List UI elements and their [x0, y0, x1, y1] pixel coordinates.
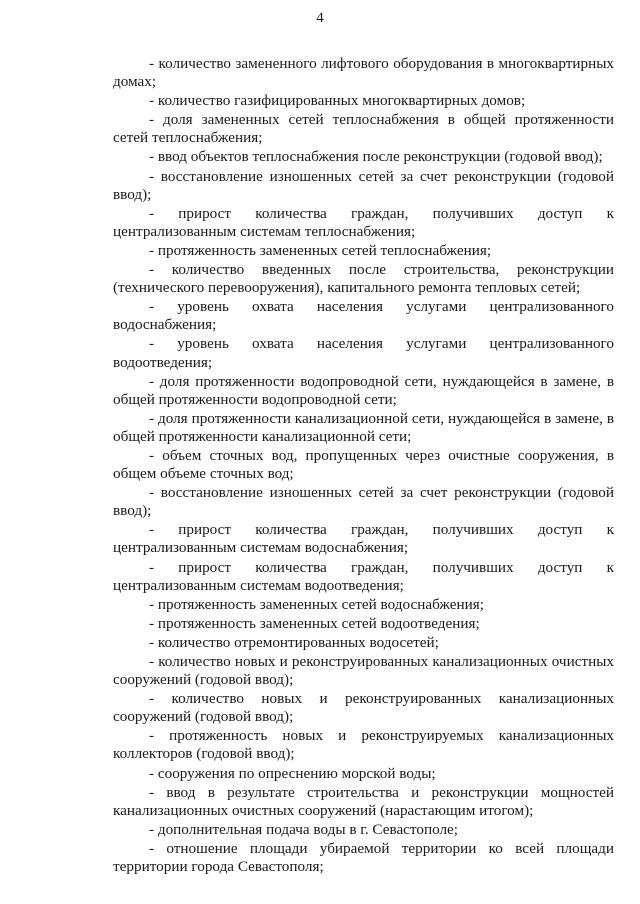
list-item: - объем сточных вод, пропущенных через очистные сооружения, в общем объеме сточных вод; — [113, 446, 614, 483]
list-item: - сооружения по опреснению морской воды; — [149, 764, 436, 782]
list-item: - протяженность замененных сетей водоотведения; — [149, 614, 480, 632]
list-item: - доля протяженности водопроводной сети, нуждающейся в замене, в общей протяженности водопроводной сети; — [113, 372, 614, 408]
list-item: - количество новых и реконструированных канализационных очистных сооружений (годовой ввод); — [113, 653, 614, 689]
list-item: - количество отремонтированных водосетей; — [149, 633, 439, 651]
list-item: - ввод в результате строительства и реконструкции мощностей канализационных очистных сооружений (нарастающим итогом); — [113, 783, 614, 819]
list-item: - прирост количества граждан, получивших доступ к централизованным системам водоснабжения; — [113, 521, 614, 557]
list-item: - прирост количества граждан, получивших доступ к централизованным системам водоотведения; — [113, 558, 614, 594]
list-item: - количество замененного лифтового оборудования в многоквартирных домах; — [113, 55, 614, 91]
list-item: - дополнительная подача воды в г. Севастополе; — [149, 820, 459, 838]
list-item: - количество введенных после строительства, реконструкции (технического перевооружения), капитального ремонта тепловых сетей; — [113, 261, 614, 297]
list-item: - уровень охвата населения услугами централизованного водоотведения; — [113, 335, 614, 371]
list-item: - протяженность новых и реконструируемых канализационных коллекторов (годовой ввод); — [113, 727, 614, 763]
list-item: - доля замененных сетей теплоснабжения в общей протяженности сетей теплоснабжения; — [113, 111, 614, 147]
page-number: 4 — [316, 10, 324, 26]
list-item: - прирост количества граждан, получивших доступ к централизованным системам теплоснабжения; — [113, 204, 614, 240]
list-item: - отношение площади убираемой территории ко всей площади территории города Севастополя; — [113, 839, 614, 876]
list-item: - восстановление изношенных сетей за счет реконструкции (годовой ввод); — [113, 484, 614, 520]
list-item: - протяженность замененных сетей теплоснабжения; — [149, 241, 492, 259]
list-item: - восстановление изношенных сетей за счет реконструкции (годовой ввод); — [113, 167, 614, 203]
list-item: - протяженность замененных сетей водоснабжения; — [149, 595, 484, 613]
list-item: - количество газифицированных многоквартирных домов; — [149, 92, 526, 110]
list-item: - уровень охвата населения услугами централизованного водоснабжения; — [113, 298, 614, 334]
list-item: - количество новых и реконструированных канализационных сооружений (годовой ввод); — [113, 690, 614, 726]
indicator-list — [113, 55, 614, 876]
list-item: - ввод объектов теплоснабжения после реконструкции (годовой ввод); — [149, 148, 603, 166]
list-item: - доля протяженности канализационной сети, нуждающейся в замене, в общей протяженности канализационной сети; — [113, 409, 614, 445]
